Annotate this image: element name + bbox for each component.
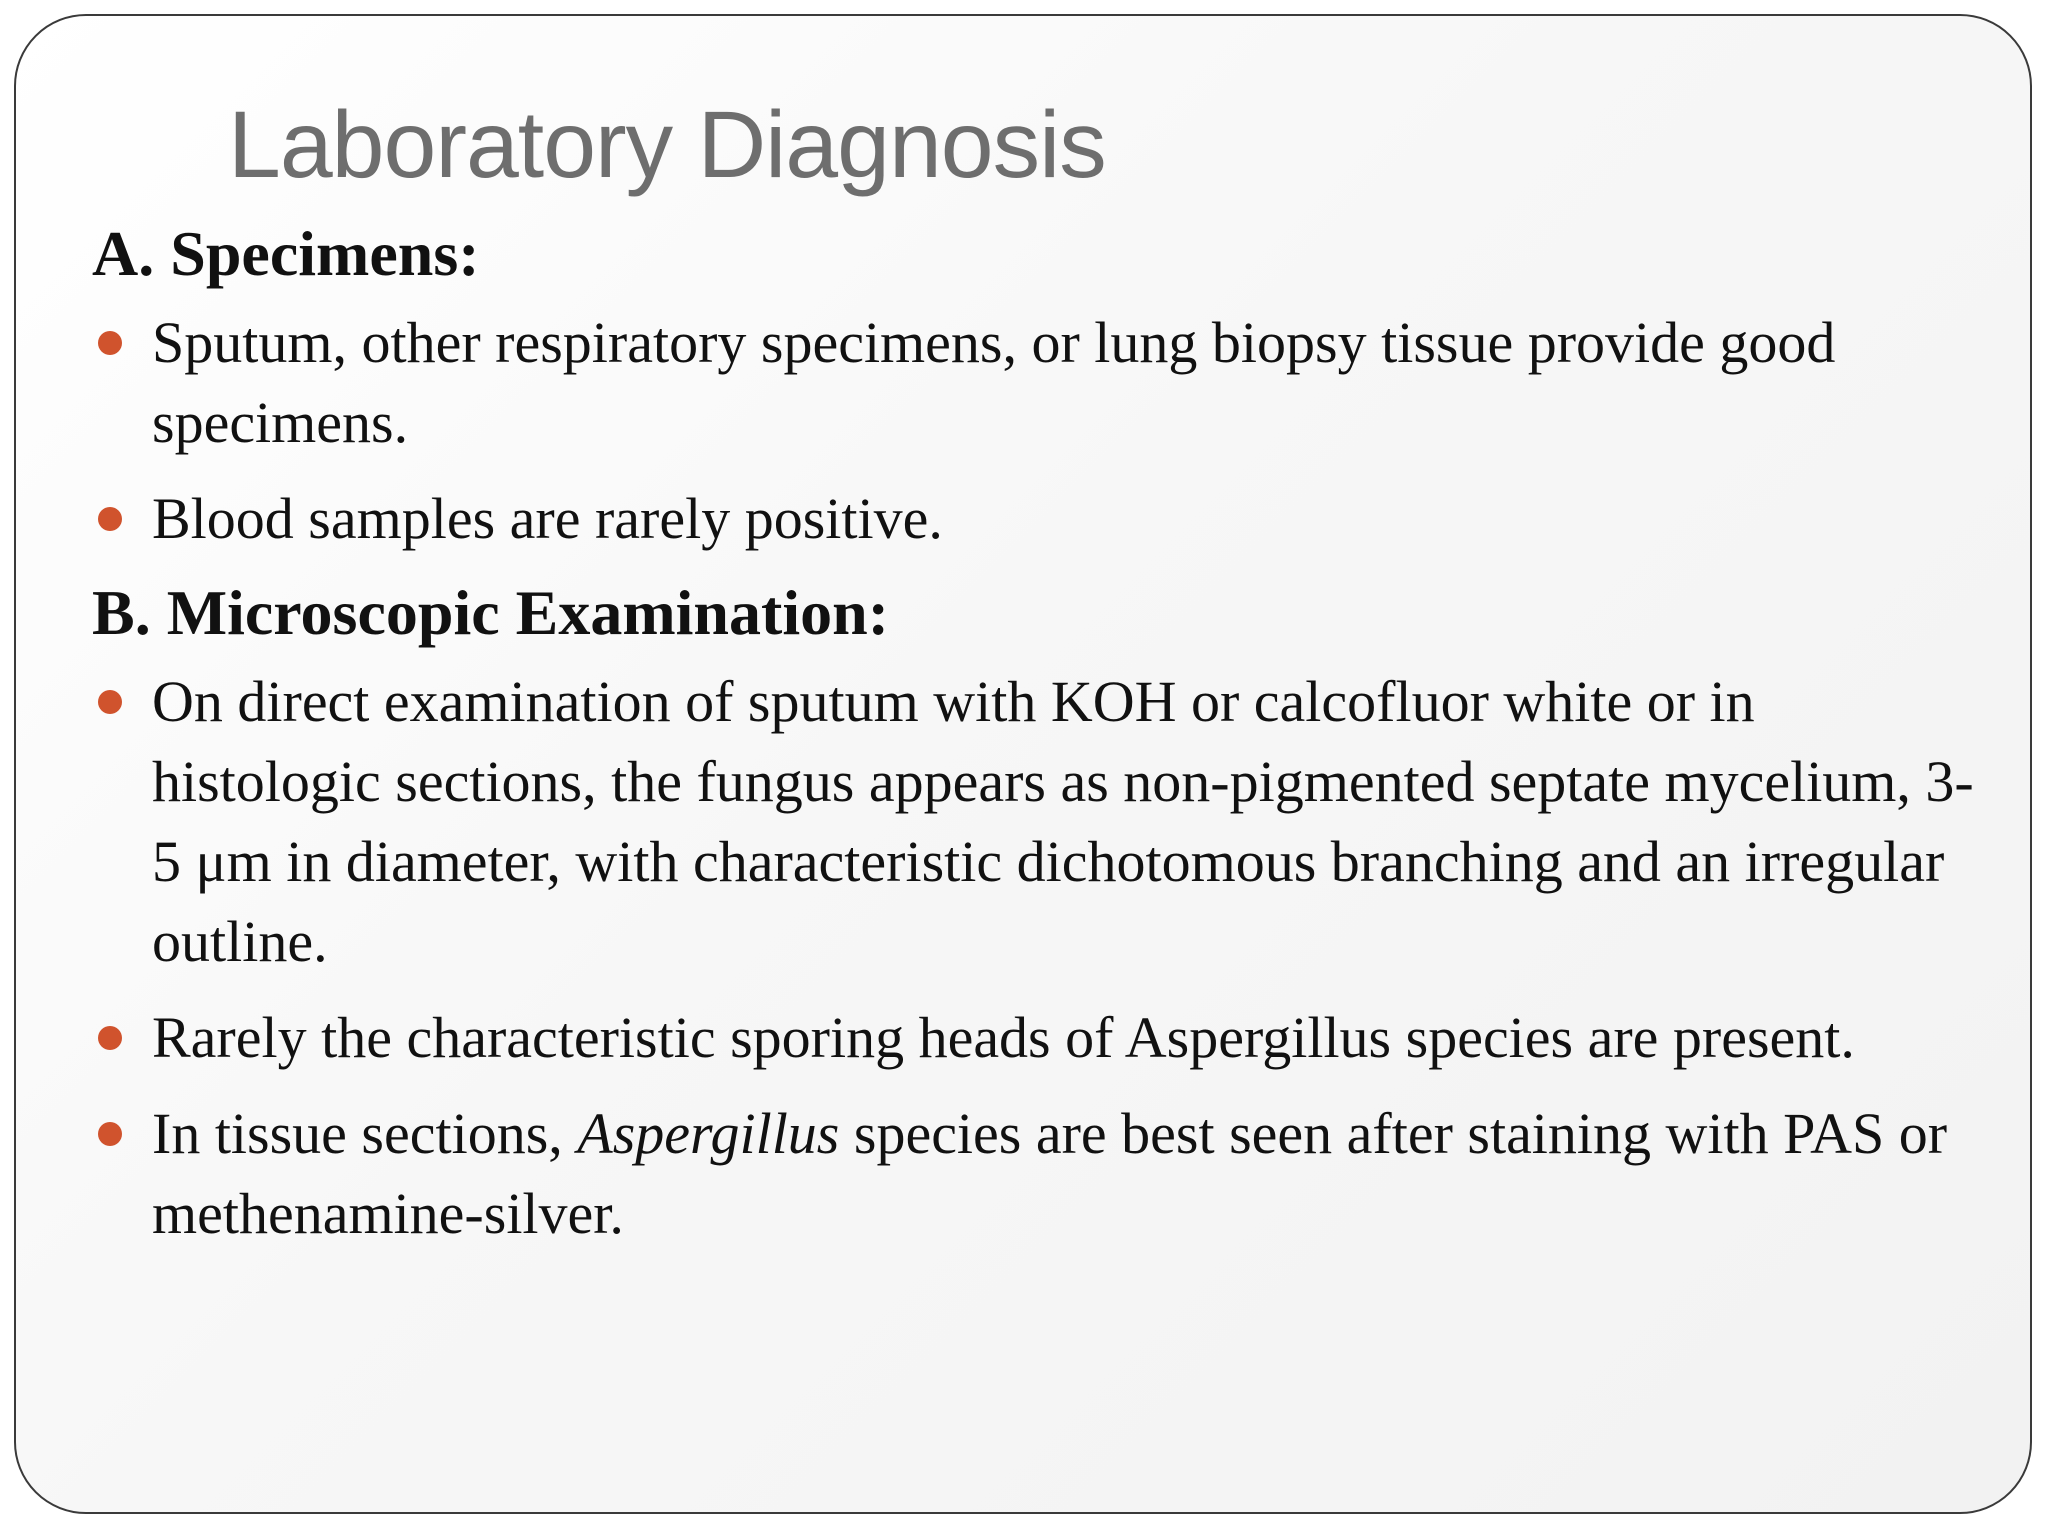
bullet-text: Sputum, other respiratory specimens, or lung biopsy tissue provide good specimens. xyxy=(152,309,1836,455)
bullet-text-start: In tissue sections, xyxy=(152,1100,578,1166)
bullet-text-end: species are best seen after staining with PAS or methenamine-silver. xyxy=(152,1100,1948,1246)
bullet-icon xyxy=(98,1026,122,1050)
section-heading-specimens: A. Specimens: xyxy=(92,218,480,289)
list-item xyxy=(92,479,1992,559)
specimens-list xyxy=(92,303,1992,559)
bullet-icon xyxy=(98,331,122,355)
slide xyxy=(14,14,2032,1514)
bullet-text: On direct examination of sputum with KOH or calcofluor white or in histologic sections, the fungus appears as non-pigmented septate mycelium, 3-5 μm in diameter, with characteristic dichotomous branching and an irregular outline. xyxy=(152,668,1974,974)
list-item xyxy=(92,1094,1992,1254)
microscopic-list xyxy=(92,662,1992,1254)
bullet-text: Rarely the characteristic sporing heads of Aspergillus species are present. xyxy=(152,1004,1855,1070)
bullet-text: Blood samples are rarely positive. xyxy=(152,485,943,551)
bullet-icon xyxy=(98,507,122,531)
list-item xyxy=(92,998,1992,1078)
list-item xyxy=(92,662,1992,982)
list-item xyxy=(92,303,1992,463)
bullet-text xyxy=(152,1101,1947,1246)
slide-title: Laboratory Diagnosis xyxy=(228,92,1106,198)
bullet-icon xyxy=(98,1122,122,1146)
bullet-icon xyxy=(98,690,122,714)
genus-name-italic: Aspergillus xyxy=(577,1100,840,1166)
section-heading-microscopic-examination: B. Microscopic Examination: xyxy=(92,576,889,648)
slide-content xyxy=(92,216,1992,1270)
